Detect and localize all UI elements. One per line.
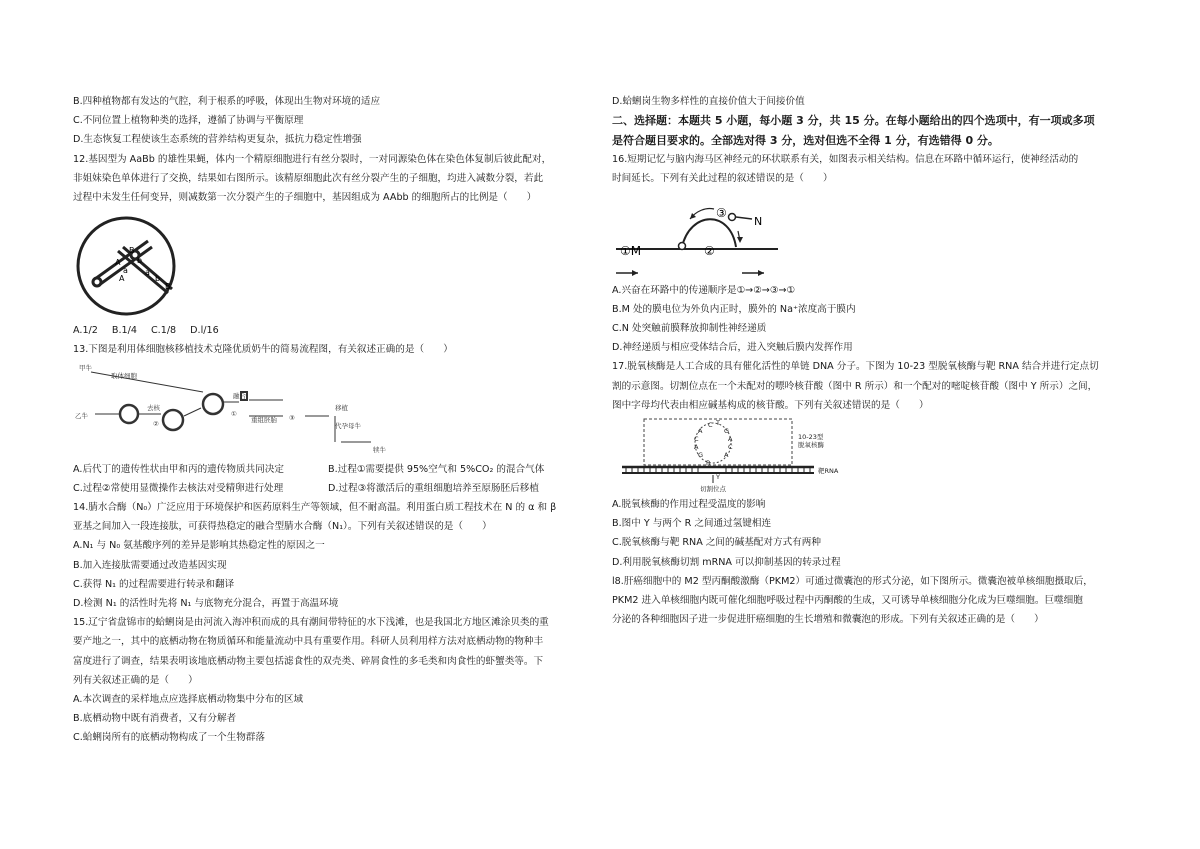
fig-label-m: ①M (620, 243, 642, 258)
q13-options-row (73, 479, 593, 498)
option-c: C.过程②常使用显微操作去核法对受精卵进行处理 (73, 482, 284, 494)
fig-label-3: ③ (716, 205, 727, 220)
fig-label: a (123, 266, 128, 276)
option-b: B.过程①需要提供 95%空气和 5%CO₂ 的混合气体 (328, 463, 545, 475)
question-12-stem: 非姐妹染色单体进行了交换，结果如右图所示。该精原细胞此次有丝分裂产生的子细胞，均进入减数分裂，若此 (73, 172, 544, 184)
fig-label: 10-23型 (798, 433, 824, 442)
fig-label: A (119, 274, 125, 284)
option-c: C.蛤蜊岗所有的底栖动物构成了一个生物群落 (73, 732, 266, 744)
fig-label: a (145, 268, 150, 278)
fig-label: C (708, 421, 713, 430)
fig-label: A (115, 258, 121, 268)
fig-label: C (728, 443, 733, 452)
fig-label: 乙牛 (75, 411, 88, 420)
question-16-stem: 时间延长。下列有关此过程的叙述错误的是（ ） (612, 173, 833, 185)
fig-label: 切割位点 (700, 485, 726, 494)
fig-label: A (694, 443, 699, 452)
q13-cloning-flowchart (73, 362, 593, 460)
option-a: A.1/2 (73, 325, 98, 337)
fig-label: R (706, 459, 711, 468)
fig-label-2: ② (704, 243, 715, 258)
fig-label: ③ (289, 413, 295, 422)
fig-label: 取体细胞 (111, 371, 137, 380)
option-d: D.神经递质与相应受体结合后，进入突触后膜内发挥作用 (612, 342, 853, 354)
q17-deoxyribozyme-figure (618, 415, 1132, 495)
question-15-stem: 富度进行了调查，结果表明该地底栖动物主要包括滤食性的双壳类、碎屑食性的多毛类和肉食性的虾蟹类等。下 (73, 655, 544, 667)
section-title: 二、选择题：本题共 5 小题，每小题 3 分，共 15 分。在每小题给出的四个选项中，有一项或多项 (612, 114, 1095, 128)
fig-label: Y (716, 473, 720, 482)
option-d: D.利用脱氧核酶切割 mRNA 可以抑制基因的转录过程 (612, 556, 841, 568)
fig-label: b (155, 274, 161, 284)
option-line: B.四种植物都有发达的气腔，利于根系的呼吸，体现出生物对环境的适应 (73, 96, 381, 107)
option-b: B.1/4 (111, 325, 137, 337)
option-c: C.获得 N₁ 的过程需要进行转录和翻译 (73, 578, 235, 590)
question-13-stem: 13.下图是利用体细胞核移植技术克隆优质奶牛的简易流程图，有关叙述正确的是（ ） (73, 344, 453, 356)
option-d: D.过程③将激活后的重组细胞培养至原肠胚后移植 (328, 482, 539, 494)
fig-label: G (698, 451, 704, 460)
question-17-stem: 割的示意图。切割位点在一个未配对的嘌呤核苷酸（图中 R 所示）和一个配对的嘧啶核苷酸（图中 Y 所示）之间， (612, 380, 1098, 392)
fig-label: 移植 (335, 403, 348, 412)
question-17-stem: 图中字母均代表由相应碱基构成的核苷酸。下列有关叙述错误的是（ ） (612, 399, 929, 411)
question-17-stem: 17.脱氧核酶是人工合成的具有催化活性的单链 DNA 分子。下图为 10-23 型脱氧核酶与靶 RNA 结合并进行定点切 (612, 361, 1099, 373)
option-b: B.加入连接肽需要通过改造基因实现 (73, 559, 227, 571)
option-a: A.兴奋在环路中的传递顺序是①→②→③→① (612, 284, 796, 296)
option-a: A.本次调查的采样地点应选择底栖动物集中分布的区域 (73, 694, 304, 706)
fig-label: ② (153, 419, 159, 428)
question-16-stem: 16.短期记忆与脑内海马区神经元的环状联系有关，如图表示相关结构。信息在环路中循环运行，使神经活动的 (612, 154, 1079, 166)
option-d: D.l/16 (190, 325, 219, 337)
fig-label: B (165, 282, 171, 292)
option-a: A.脱氧核酶的作用过程受温度的影响 (612, 499, 766, 511)
question-12-stem: 12.基因型为 AaBb 的雄性果蝇，体内一个精原细胞进行有丝分裂时，一对同源染色体在染色体复制后彼此配对， (73, 153, 552, 165)
question-15-stem: 15.辽宁省盘锦市的蛤蜊岗是由河流入海冲积而成的具有潮间带特征的水下浅滩，也是我国北方地区滩涂贝类的重 (73, 617, 549, 629)
option-b: B.M 处的膜电位为外负内正时，膜外的 Na⁺浓度高于膜内 (612, 303, 856, 315)
fig-label: 重组胚胎 (251, 415, 277, 424)
option-c: C.1/8 (150, 325, 177, 337)
fig-label: C (694, 435, 699, 444)
option-c: C.脱氧核酶与靶 RNA 之间的碱基配对方式有两种 (612, 537, 821, 549)
q13-options-row (73, 460, 593, 479)
fig-label: T (716, 419, 720, 428)
fig-label: A (724, 451, 729, 460)
fig-label: 融合 (233, 391, 246, 400)
question-18-stem: PKM2 进入单核细胞内既可催化细胞呼吸过程中丙酮酸的生成，又可诱导单核细胞分化成为巨噬细胞。巨噬细胞 (612, 595, 1083, 607)
question-14-stem: 14.腈水合酶（N₀）广泛应用于环境保护和医药原料生产等领域，但不耐高温。利用蛋白质工程技术在 N 的 α 和 β (73, 502, 557, 514)
fig-label: G (724, 427, 730, 436)
question-14-stem: 亚基之间加入一段连接肽，可获得热稳定的融合型腈水合酶（N₁）。下列有关叙述错误的是（ ） (73, 521, 492, 533)
option-a: A.N₁ 与 N₀ 氨基酸序列的差异是影响其热稳定性的原因之一 (73, 540, 325, 552)
fig-label: A (698, 427, 703, 436)
option-a: A.后代丁的遗传性状由甲和丙的遗传物质共同决定 (73, 463, 284, 475)
fig-label: B (129, 246, 135, 256)
q16-neural-loop-figure (612, 189, 1132, 281)
option-b: B.图中 Y 与两个 R 之间通过氢键相连 (612, 518, 772, 530)
q12-options (73, 321, 593, 340)
question-18-stem: l8.肝癌细胞中的 M2 型丙酮酸激酶（PKM2）可通过微囊泡的形式分泌，如下图所示。微囊泡被单核细胞摄取后， (612, 575, 1093, 587)
fig-label: b (137, 256, 143, 266)
fig-label: 去核 (147, 403, 160, 412)
section-title: 是符合题目要求的。全部选对得 3 分，选对但选不全得 1 分，有选错得 0 分。 (612, 133, 999, 147)
fig-label: A (728, 435, 733, 444)
question-15-stem: 要产地之一，其中的底栖动物在物质循环和能量流动中具有重要作用。科研人员利用样方法对底栖动物的物种丰 (73, 636, 544, 648)
fig-label: ① (231, 409, 237, 418)
question-15-stem: 列有关叙述正确的是（ ） (73, 674, 198, 686)
fig-label-n: N (754, 214, 763, 228)
fig-label: 脱氧核酶 (798, 441, 824, 450)
right-column (612, 92, 1132, 629)
fig-label: 靶RNA (818, 467, 839, 476)
option-d: D.蛤蜊岗生物多样性的直接价值大于间接价值 (612, 96, 805, 107)
option-b: B.底栖动物中既有消费者，又有分解者 (73, 713, 237, 725)
fig-label: 甲牛 (79, 363, 92, 372)
q12-chromosome-figure (73, 211, 593, 321)
question-18-stem: 分泌的各种细胞因子进一步促进肝癌细胞的生长增殖和微囊泡的形成。下列有关叙述正确的是（ ） (612, 614, 1044, 626)
left-column (73, 92, 593, 748)
option-c: C.N 处突触前膜释放抑制性神经递质 (612, 323, 767, 335)
fig-label: 代孕母牛 (335, 421, 361, 430)
option-d: D.检测 N₁ 的活性时先将 N₁ 与底物充分混合，再置于高温环境 (73, 598, 339, 610)
question-12-stem: 过程中未发生任何变异，则减数第一次分裂产生的子细胞中，基因组成为 AAbb 的细胞所占的比例是（ ） (73, 192, 537, 204)
fig-label: 犊牛 (373, 445, 386, 454)
option-line: C.不同位置上植物种类的选择，遵循了协调与平衡原理 (73, 115, 304, 127)
option-line: D.生态恢复工程使该生态系统的营养结构更复杂，抵抗力稳定性增强 (73, 134, 362, 146)
